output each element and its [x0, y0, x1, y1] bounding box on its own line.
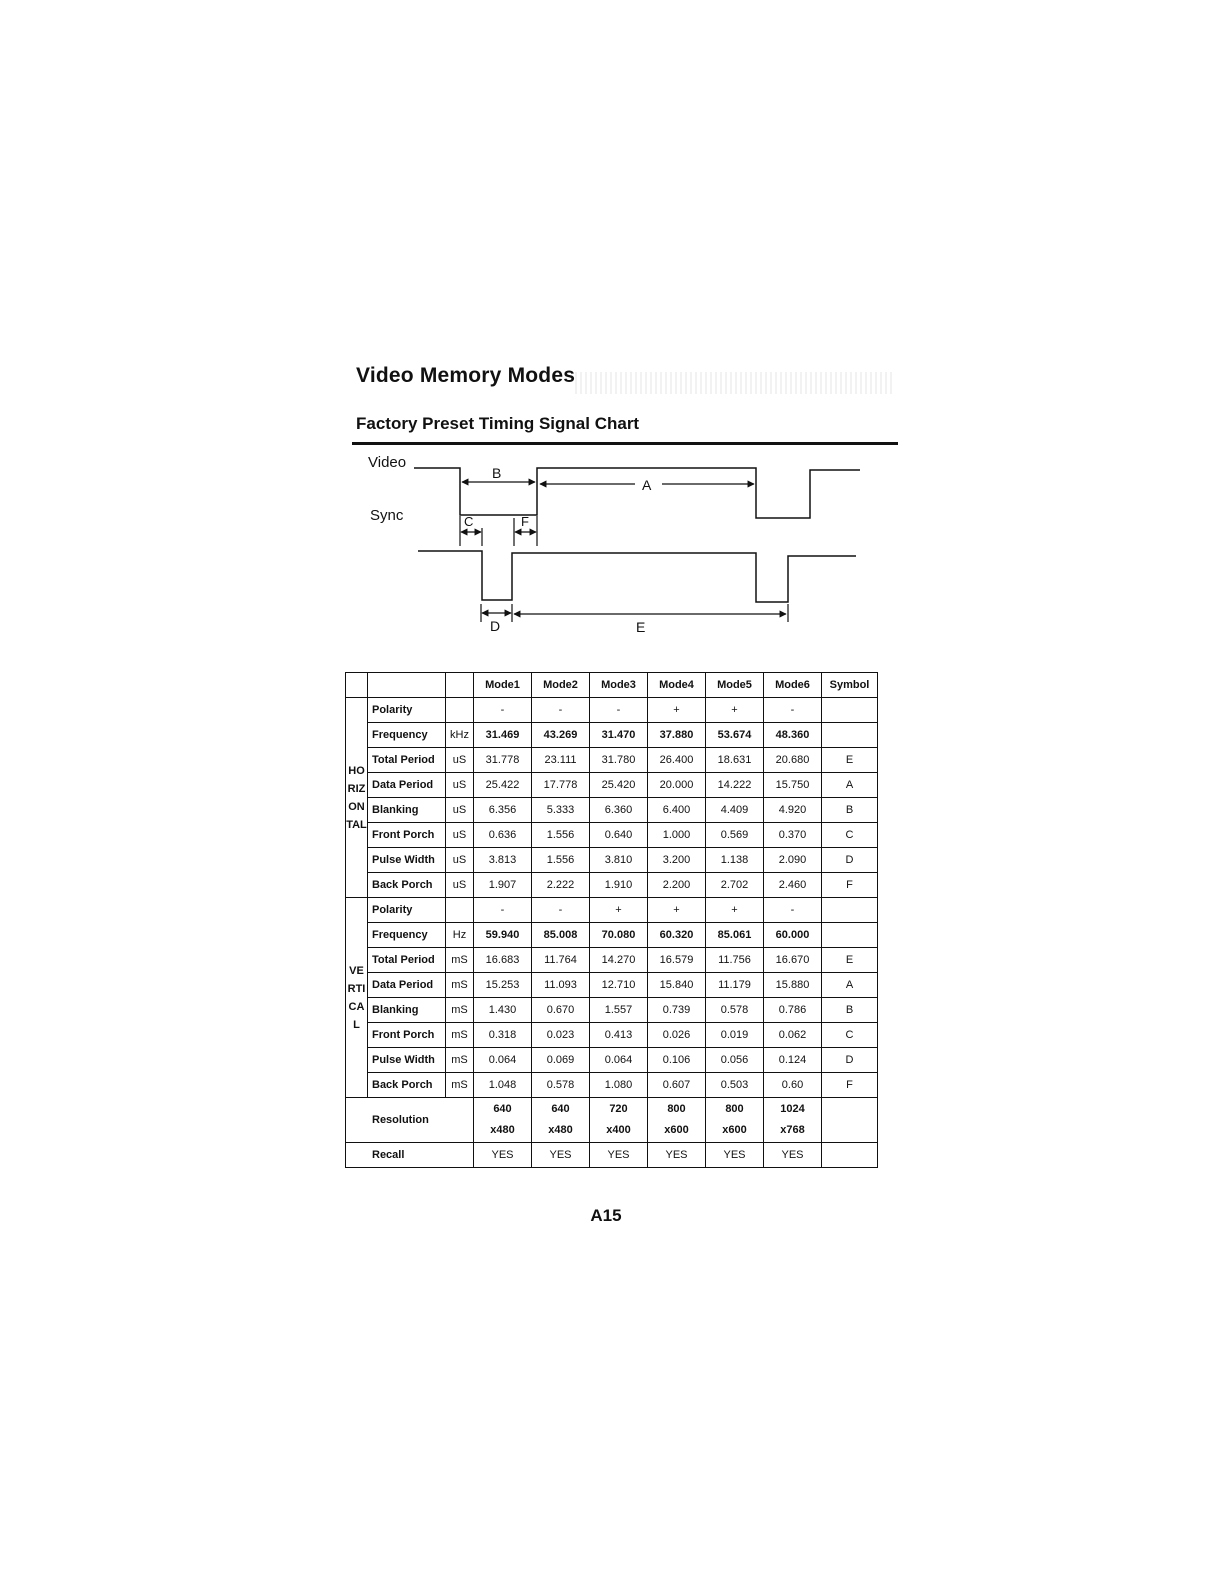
resolution-height: x768 — [780, 1124, 805, 1136]
value-cell: 70.080 — [590, 923, 648, 948]
page-title: Video Memory Modes — [356, 364, 576, 387]
marker-f: F — [521, 514, 529, 529]
value-cell: 0.064 — [590, 1048, 648, 1073]
value-cell: 0.064 — [474, 1048, 532, 1073]
resolution-cell — [474, 1098, 532, 1143]
resolution-cell — [532, 1098, 590, 1143]
value-cell: - — [474, 898, 532, 923]
value-cell: 4.409 — [706, 798, 764, 823]
value-cell: 85.008 — [532, 923, 590, 948]
value-cell: 16.670 — [764, 948, 822, 973]
value-cell: 15.880 — [764, 973, 822, 998]
unit-cell: uS — [446, 773, 474, 798]
value-cell: 11.093 — [532, 973, 590, 998]
param-label: Total Period — [368, 748, 446, 773]
value-cell: 1.080 — [590, 1073, 648, 1098]
value-cell: 3.813 — [474, 848, 532, 873]
table-row — [346, 898, 878, 923]
table-row — [346, 723, 878, 748]
resolution-height: x480 — [548, 1124, 573, 1136]
unit-cell: mS — [446, 1023, 474, 1048]
value-cell: 6.400 — [648, 798, 706, 823]
param-label: Pulse Width — [368, 848, 446, 873]
header-row — [346, 673, 878, 698]
symbol-cell — [822, 898, 878, 923]
resolution-width: 1024 — [780, 1103, 805, 1115]
unit-cell: kHz — [446, 723, 474, 748]
symbol-cell: A — [822, 773, 878, 798]
value-cell: 0.413 — [590, 1023, 648, 1048]
value-cell: 0.607 — [648, 1073, 706, 1098]
sync-label: Sync — [370, 507, 404, 524]
value-cell: - — [764, 698, 822, 723]
value-cell: - — [764, 898, 822, 923]
recall-cell: YES — [590, 1143, 648, 1168]
value-cell: 85.061 — [706, 923, 764, 948]
recall-cell: YES — [764, 1143, 822, 1168]
column-header: Mode2 — [532, 673, 590, 698]
resolution-height: x480 — [490, 1124, 515, 1136]
value-cell: 16.579 — [648, 948, 706, 973]
table-row — [346, 798, 878, 823]
unit-cell: uS — [446, 748, 474, 773]
video-waveform — [414, 468, 860, 518]
resolution-height: x600 — [664, 1124, 689, 1136]
value-cell: 0.124 — [764, 1048, 822, 1073]
value-cell: 43.269 — [532, 723, 590, 748]
value-cell: 1.907 — [474, 873, 532, 898]
value-cell: 2.200 — [648, 873, 706, 898]
value-cell: + — [648, 698, 706, 723]
symbol-cell — [822, 1143, 878, 1168]
resolution-row — [346, 1098, 878, 1143]
value-cell: 0.318 — [474, 1023, 532, 1048]
table-row — [346, 1048, 878, 1073]
value-cell: 0.578 — [532, 1073, 590, 1098]
unit-cell: mS — [446, 973, 474, 998]
symbol-cell: E — [822, 948, 878, 973]
table-row — [346, 998, 878, 1023]
resolution-height: x600 — [722, 1124, 747, 1136]
unit-cell: mS — [446, 1048, 474, 1073]
table-row — [346, 823, 878, 848]
value-cell: 6.356 — [474, 798, 532, 823]
video-label: Video — [368, 454, 407, 471]
table-row — [346, 873, 878, 898]
param-label: Data Period — [368, 973, 446, 998]
value-cell: 25.422 — [474, 773, 532, 798]
symbol-cell: C — [822, 823, 878, 848]
sync-waveform — [418, 551, 856, 602]
marker-c: C — [464, 514, 474, 529]
header-blank — [346, 673, 368, 698]
value-cell: 0.578 — [706, 998, 764, 1023]
param-label: Blanking — [368, 798, 446, 823]
value-cell: 59.940 — [474, 923, 532, 948]
value-cell: 12.710 — [590, 973, 648, 998]
table-row — [346, 848, 878, 873]
value-cell: 0.019 — [706, 1023, 764, 1048]
table-row — [346, 1023, 878, 1048]
header-blank — [446, 673, 474, 698]
value-cell: 60.000 — [764, 923, 822, 948]
value-cell: 18.631 — [706, 748, 764, 773]
recall-label: Recall — [346, 1143, 474, 1168]
table-row — [346, 923, 878, 948]
table-row — [346, 1073, 878, 1098]
unit-cell: Hz — [446, 923, 474, 948]
value-cell: 15.750 — [764, 773, 822, 798]
value-cell: 14.222 — [706, 773, 764, 798]
value-cell: 2.460 — [764, 873, 822, 898]
table-row — [346, 748, 878, 773]
resolution-cell — [764, 1098, 822, 1143]
symbol-cell — [822, 923, 878, 948]
recall-cell: YES — [474, 1143, 532, 1168]
value-cell: 20.000 — [648, 773, 706, 798]
value-cell: 1.556 — [532, 848, 590, 873]
param-label: Data Period — [368, 773, 446, 798]
symbol-cell: D — [822, 1048, 878, 1073]
unit-cell: uS — [446, 798, 474, 823]
symbol-cell: E — [822, 748, 878, 773]
value-cell: 48.360 — [764, 723, 822, 748]
resolution-cell — [648, 1098, 706, 1143]
value-cell: 0.60 — [764, 1073, 822, 1098]
param-label: Frequency — [368, 723, 446, 748]
value-cell: 2.090 — [764, 848, 822, 873]
resolution-width: 720 — [609, 1103, 628, 1115]
value-cell: 0.026 — [648, 1023, 706, 1048]
table-row — [346, 973, 878, 998]
timing-diagram — [340, 448, 880, 648]
symbol-cell — [822, 698, 878, 723]
value-cell: 11.756 — [706, 948, 764, 973]
value-cell: - — [590, 698, 648, 723]
page-number: A15 — [590, 1206, 622, 1225]
value-cell: + — [706, 898, 764, 923]
value-cell: 1.138 — [706, 848, 764, 873]
value-cell: 31.780 — [590, 748, 648, 773]
symbol-cell: C — [822, 1023, 878, 1048]
value-cell: 26.400 — [648, 748, 706, 773]
marker-b: B — [492, 465, 502, 481]
value-cell: 0.370 — [764, 823, 822, 848]
recall-row — [346, 1143, 878, 1168]
value-cell: 2.702 — [706, 873, 764, 898]
resolution-cell — [706, 1098, 764, 1143]
value-cell: 0.670 — [532, 998, 590, 1023]
page-subtitle: Factory Preset Timing Signal Chart — [356, 414, 640, 433]
value-cell: 1.910 — [590, 873, 648, 898]
table-row — [346, 773, 878, 798]
value-cell: 14.270 — [590, 948, 648, 973]
symbol-cell: F — [822, 1073, 878, 1098]
value-cell: 0.106 — [648, 1048, 706, 1073]
value-cell: 0.069 — [532, 1048, 590, 1073]
param-label: Back Porch — [368, 1073, 446, 1098]
value-cell: 3.810 — [590, 848, 648, 873]
value-cell: 0.062 — [764, 1023, 822, 1048]
value-cell: 1.430 — [474, 998, 532, 1023]
resolution-label: Resolution — [346, 1098, 474, 1143]
value-cell: - — [532, 698, 590, 723]
column-header: Mode6 — [764, 673, 822, 698]
unit-cell — [446, 698, 474, 723]
value-cell: + — [648, 898, 706, 923]
param-label: Front Porch — [368, 1023, 446, 1048]
unit-cell: mS — [446, 948, 474, 973]
value-cell: 5.333 — [532, 798, 590, 823]
value-cell: 1.557 — [590, 998, 648, 1023]
resolution-width: 800 — [725, 1103, 744, 1115]
value-cell: + — [706, 698, 764, 723]
recall-cell: YES — [706, 1143, 764, 1168]
resolution-width: 640 — [551, 1103, 570, 1115]
param-label: Total Period — [368, 948, 446, 973]
value-cell: 0.786 — [764, 998, 822, 1023]
value-cell: 3.200 — [648, 848, 706, 873]
column-header: Mode1 — [474, 673, 532, 698]
value-cell: 0.569 — [706, 823, 764, 848]
value-cell: 31.469 — [474, 723, 532, 748]
value-cell: 0.640 — [590, 823, 648, 848]
value-cell: 1.556 — [532, 823, 590, 848]
symbol-cell — [822, 1098, 878, 1143]
column-header: Mode3 — [590, 673, 648, 698]
table-row — [346, 948, 878, 973]
value-cell: - — [532, 898, 590, 923]
timing-table — [345, 672, 878, 1168]
recall-cell: YES — [532, 1143, 590, 1168]
symbol-cell: B — [822, 798, 878, 823]
symbol-cell: A — [822, 973, 878, 998]
value-cell: + — [590, 898, 648, 923]
value-cell: - — [474, 698, 532, 723]
symbol-cell: B — [822, 998, 878, 1023]
param-label: Blanking — [368, 998, 446, 1023]
param-label: Back Porch — [368, 873, 446, 898]
table-row — [346, 698, 878, 723]
value-cell: 11.764 — [532, 948, 590, 973]
unit-cell: uS — [446, 873, 474, 898]
value-cell: 20.680 — [764, 748, 822, 773]
marker-e: E — [636, 619, 646, 635]
marker-d: D — [490, 618, 501, 634]
value-cell: 37.880 — [648, 723, 706, 748]
column-header: Symbol — [822, 673, 878, 698]
value-cell: 16.683 — [474, 948, 532, 973]
symbol-cell: F — [822, 873, 878, 898]
value-cell: 31.778 — [474, 748, 532, 773]
unit-cell: mS — [446, 998, 474, 1023]
param-label: Polarity — [368, 898, 446, 923]
value-cell: 11.179 — [706, 973, 764, 998]
unit-cell: uS — [446, 848, 474, 873]
value-cell: 60.320 — [648, 923, 706, 948]
value-cell: 15.840 — [648, 973, 706, 998]
value-cell: 15.253 — [474, 973, 532, 998]
value-cell: 2.222 — [532, 873, 590, 898]
column-header: Mode5 — [706, 673, 764, 698]
value-cell: 53.674 — [706, 723, 764, 748]
marker-a: A — [642, 477, 652, 493]
value-cell: 4.920 — [764, 798, 822, 823]
value-cell: 17.778 — [532, 773, 590, 798]
resolution-height: x400 — [606, 1124, 631, 1136]
title-rule — [352, 442, 898, 445]
value-cell: 23.111 — [532, 748, 590, 773]
value-cell: 0.056 — [706, 1048, 764, 1073]
value-cell: 6.360 — [590, 798, 648, 823]
value-cell: 1.000 — [648, 823, 706, 848]
scan-noise — [575, 372, 895, 394]
value-cell: 25.420 — [590, 773, 648, 798]
param-label: Frequency — [368, 923, 446, 948]
recall-cell: YES — [648, 1143, 706, 1168]
value-cell: 0.739 — [648, 998, 706, 1023]
column-header: Mode4 — [648, 673, 706, 698]
value-cell: 1.048 — [474, 1073, 532, 1098]
horizontal-group-label: HORIZONTAL — [346, 698, 368, 898]
value-cell: 0.503 — [706, 1073, 764, 1098]
vertical-group-label: VERTICAL — [346, 898, 368, 1098]
unit-cell: uS — [446, 823, 474, 848]
symbol-cell: D — [822, 848, 878, 873]
value-cell: 31.470 — [590, 723, 648, 748]
param-label: Polarity — [368, 698, 446, 723]
param-label: Front Porch — [368, 823, 446, 848]
resolution-cell — [590, 1098, 648, 1143]
value-cell: 0.636 — [474, 823, 532, 848]
header-blank — [368, 673, 446, 698]
param-label: Pulse Width — [368, 1048, 446, 1073]
symbol-cell — [822, 723, 878, 748]
unit-cell: mS — [446, 1073, 474, 1098]
value-cell: 0.023 — [532, 1023, 590, 1048]
resolution-width: 800 — [667, 1103, 686, 1115]
unit-cell — [446, 898, 474, 923]
resolution-width: 640 — [493, 1103, 512, 1115]
